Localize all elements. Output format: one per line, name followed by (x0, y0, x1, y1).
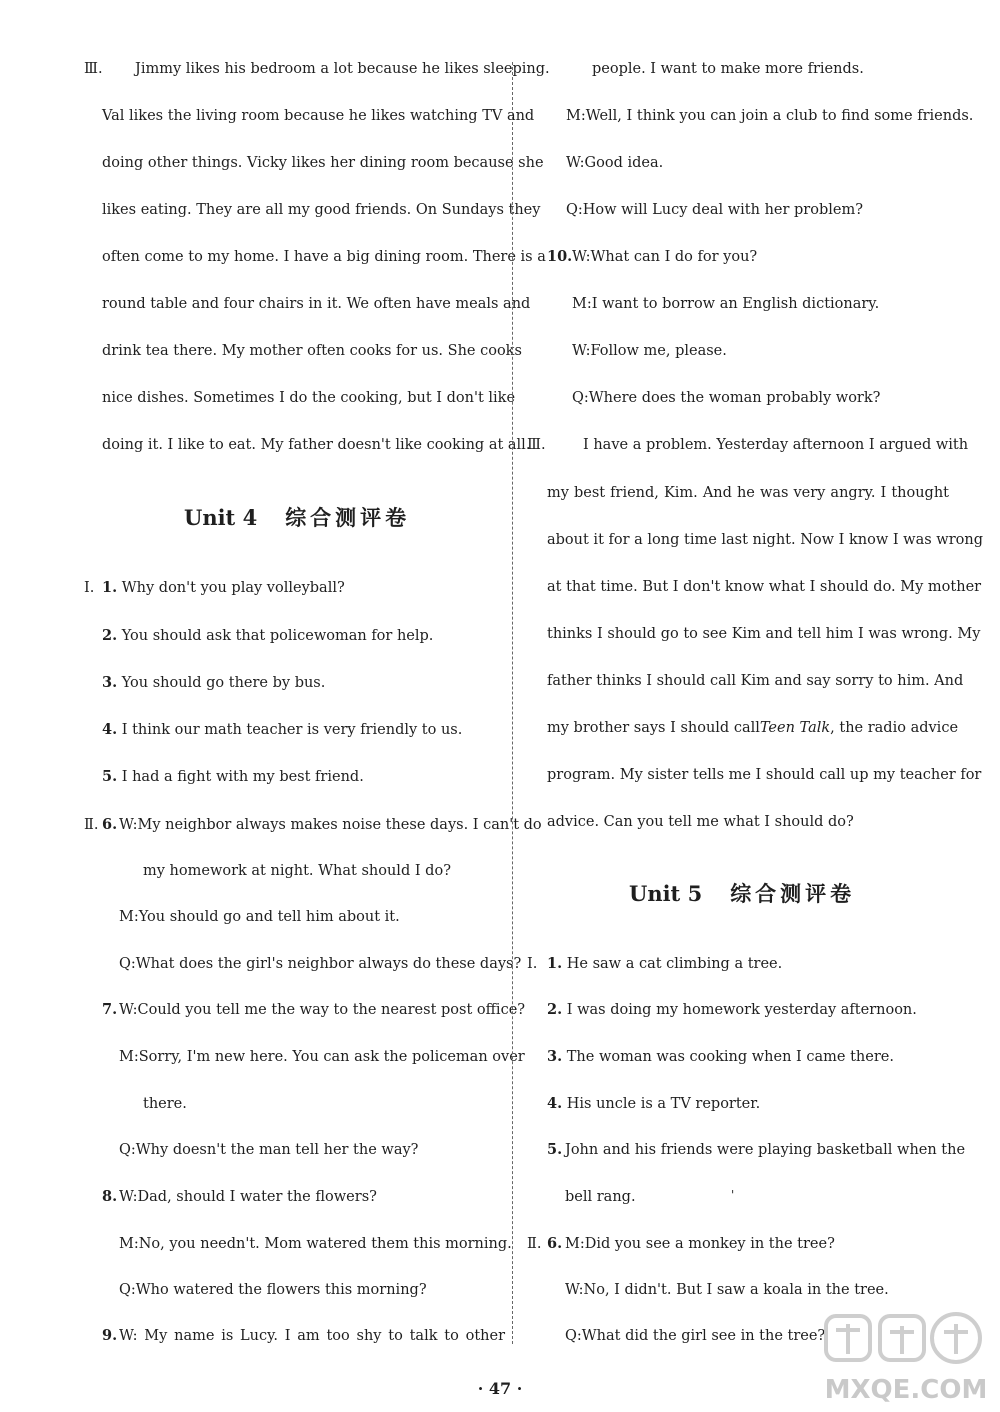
passage-line: doing it. I like to eat. My father doesn't like cooking at all. (102, 437, 531, 453)
passage-line: advice. Can you tell me what I should do? (547, 814, 854, 830)
section-marker: Ⅰ. (84, 580, 95, 596)
passage-line: father thinks I should call Kim and say sorry to him. And (547, 673, 964, 689)
dialogue-line: Q:Who watered the flowers this morning? (119, 1282, 427, 1298)
unit-4-heading (184, 504, 410, 532)
dialogue-line: Q:Where does the woman probably work? (572, 390, 881, 406)
unit-title: Unit 5 (629, 881, 703, 906)
item-number: 8. (102, 1188, 118, 1205)
dialogue-line: W: My name is Lucy. I am too shy to talk to other (119, 1328, 505, 1344)
dialogue-line: M:I want to borrow an English dictionary. (572, 296, 880, 312)
unit-5-heading (629, 880, 855, 908)
list-item: John and his friends were playing basketball when the (565, 1142, 966, 1158)
dialogue-line: W:Good idea. (566, 155, 664, 171)
unit-subtitle: 综合测评卷 (285, 505, 411, 530)
list-item: 1. Why don't you play volleyball? (102, 579, 345, 596)
dialogue-line: W:Dad, should I water the flowers? (119, 1189, 377, 1205)
dialogue-line: Q:How will Lucy deal with her problem? (566, 202, 863, 218)
svg-text:MXQE.COM: MXQE.COM (824, 1375, 988, 1405)
passage-line: my brother says I should call Teen Talk, the radio advice (547, 720, 959, 736)
dialogue-line: there. (143, 1096, 187, 1112)
item-number: 9. (102, 1327, 118, 1344)
passage-line: thinks I should go to see Kim and tell him I was wrong. My (547, 626, 981, 642)
unit-title: Unit 4 (184, 505, 258, 530)
dialogue-line: my homework at night. What should I do? (143, 863, 451, 879)
dialogue-line: Q:What did the girl see in the tree? (565, 1328, 826, 1344)
list-item: 3. You should go there by bus. (102, 674, 326, 691)
passage-line: my best friend, Kim. And he was very angry. I thought (547, 485, 949, 501)
column-divider (512, 62, 513, 1344)
list-item: 5. I had a fight with my best friend. (102, 768, 364, 785)
list-item: 4. His uncle is a TV reporter. (547, 1095, 761, 1112)
dialogue-line: M:No, you needn't. Mom watered them this morning. (119, 1236, 512, 1252)
dialogue-line: Q:What does the girl's neighbor always do these days? (119, 956, 522, 972)
page-number: · 47 · (477, 1379, 523, 1398)
dialogue-line: M:Sorry, I'm new here. You can ask the policeman over (119, 1049, 525, 1065)
dialogue-line: W:No, I didn't. But I saw a koala in the tree. (565, 1282, 889, 1298)
watermark-icon (818, 1310, 994, 1408)
stray-mark: ' (731, 1188, 735, 1202)
item-number: 6. (102, 816, 118, 833)
item-number: 5. (547, 1141, 563, 1158)
section-marker: Ⅱ. (527, 1236, 542, 1252)
list-item: 3. The woman was cooking when I came there. (547, 1048, 894, 1065)
passage-line: Jimmy likes his bedroom a lot because he likes sleeping. (135, 61, 550, 77)
passage-line: at that time. But I don't know what I should do. My mother (547, 579, 982, 595)
dialogue-line: M:Well, I think you can join a club to find some friends. (566, 108, 974, 124)
list-item: 2. You should ask that policewoman for help. (102, 627, 434, 644)
passage-line: I have a problem. Yesterday afternoon I argued with (583, 437, 969, 453)
dialogue-line: M:Did you see a monkey in the tree? (565, 1236, 835, 1252)
item-number: 10. (547, 248, 573, 265)
dialogue-line: Q:Why doesn't the man tell her the way? (119, 1142, 419, 1158)
dialogue-line: W:My neighbor always makes noise these days. I can't do (119, 817, 542, 833)
passage-line: nice dishes. Sometimes I do the cooking, but I don't like (102, 390, 516, 406)
unit-subtitle: 综合测评卷 (730, 881, 856, 906)
list-item: 1. He saw a cat climbing a tree. (547, 955, 783, 972)
dialogue-line: W:Follow me, please. (572, 343, 727, 359)
dialogue-line: W:What can I do for you? (572, 249, 758, 265)
list-item: bell rang. (565, 1189, 636, 1205)
item-number: 6. (547, 1235, 563, 1252)
passage-line: program. My sister tells me I should call up my teacher for (547, 767, 982, 783)
passage-line: Val likes the living room because he likes watching TV and (102, 108, 535, 124)
item-number: 7. (102, 1001, 118, 1018)
section-marker: Ⅲ. (84, 61, 103, 77)
dialogue-line: people. I want to make more friends. (592, 61, 864, 77)
dialogue-line: M:You should go and tell him about it. (119, 909, 400, 925)
passage-line: drink tea there. My mother often cooks for us. She cooks (102, 343, 522, 359)
list-item: 2. I was doing my homework yesterday afternoon. (547, 1001, 917, 1018)
passage-line: about it for a long time last night. Now I know I was wrong (547, 532, 983, 548)
section-marker: Ⅰ. (527, 956, 538, 972)
watermark-logo (818, 1310, 994, 1408)
list-item: 4. I think our math teacher is very friendly to us. (102, 721, 463, 738)
passage-line: round table and four chairs in it. We often have meals and (102, 296, 531, 312)
section-marker: Ⅱ. (84, 817, 99, 833)
passage-line: often come to my home. I have a big dining room. There is a (102, 249, 546, 265)
section-marker: Ⅲ. (527, 437, 546, 453)
passage-line: likes eating. They are all my good friends. On Sundays they (102, 202, 541, 218)
dialogue-line: W:Could you tell me the way to the nearest post office? (119, 1002, 526, 1018)
program-name: Teen Talk (759, 720, 831, 736)
passage-line: doing other things. Vicky likes her dining room because she (102, 155, 544, 171)
